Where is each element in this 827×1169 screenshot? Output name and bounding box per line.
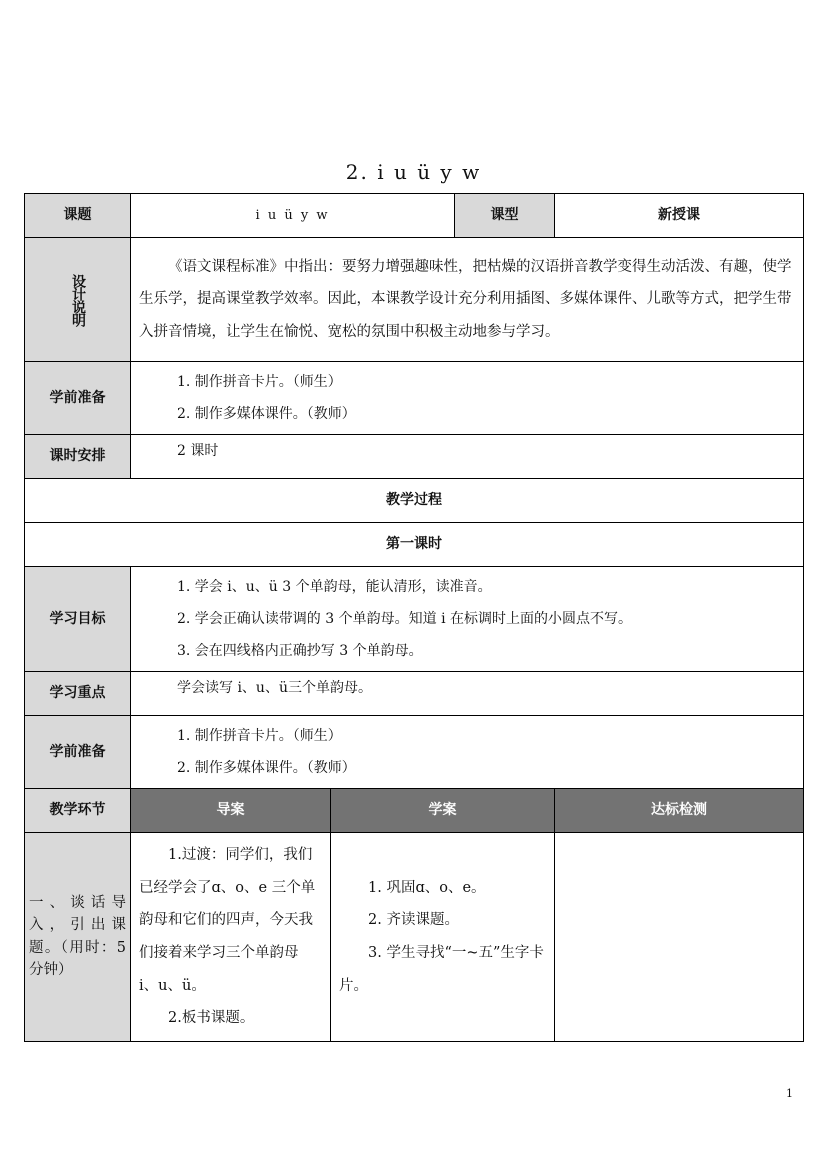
column-stage-header: 教学环节 [25, 789, 131, 833]
focus-row [25, 672, 804, 716]
type-label: 课型 [455, 194, 555, 238]
goals-cell [131, 567, 804, 672]
schedule-cell [131, 435, 804, 479]
prep1-item: 2. 制作多媒体课件。（教师） [177, 406, 356, 422]
topic-value: i u ü y w [131, 194, 455, 238]
study-paragraph: 2. 齐读课题。 [368, 912, 459, 929]
prep2-label: 学前准备 [25, 716, 131, 789]
prep1-row [25, 362, 804, 435]
column-study-header: 学案 [331, 789, 555, 833]
prep2-item: 2. 制作多媒体课件。（教师） [177, 760, 356, 776]
stage-cell [25, 833, 131, 1042]
design-text: 《语文课程标准》中指出：要努力增强趣味性，把枯燥的汉语拼音教学变得生动活泼、有趣，使学生乐学，提高课堂教学效率。因此，本课教学设计充分利用插图、多媒体课件、儿歌等方式，把学生带入拼音情境，让学生在愉悦、宽松的氛围中积极主动地参与学习。 [139, 258, 792, 340]
focus-value: 学会读写 i、u、ü三个单韵母。 [177, 680, 372, 696]
page-number: 1 [786, 1087, 793, 1100]
column-guide-header: 导案 [131, 789, 331, 833]
schedule-value: 2 课时 [177, 443, 219, 459]
check-cell [555, 833, 804, 1042]
prep2-row [25, 716, 804, 789]
document-title: 2. i u ü y w [345, 160, 482, 184]
goal-item: 3. 会在四线格内正确抄写 3 个单韵母。 [177, 643, 423, 659]
guide-paragraph: 1.过渡：同学们，我们已经学会了ɑ、o、e 三个单韵母和它们的四声，今天我们接着来学习三个单韵母 i、u、ü。 [139, 847, 316, 994]
header-row [25, 194, 804, 238]
prep2-cell [131, 716, 804, 789]
focus-label: 学习重点 [25, 672, 131, 716]
type-value: 新授课 [555, 194, 804, 238]
lesson-title: 第一课时 [25, 523, 804, 567]
prep2-item: 1. 制作拼音卡片。（师生） [177, 728, 342, 744]
column-check-header: 达标检测 [555, 789, 804, 833]
goals-label: 学习目标 [25, 567, 131, 672]
prep1-item: 1. 制作拼音卡片。（师生） [177, 374, 342, 390]
prep1-label: 学前准备 [25, 362, 131, 435]
schedule-row [25, 435, 804, 479]
study-paragraph: 3. 学生寻找“一~五”生字卡片。 [339, 944, 544, 994]
lesson-plan-table [24, 193, 804, 1042]
topic-label: 课题 [25, 194, 131, 238]
guide-cell [131, 833, 331, 1042]
table-row [25, 833, 804, 1042]
focus-cell [131, 672, 804, 716]
lesson-title-row [25, 523, 804, 567]
stage-text: 一、谈话导入，引出课题。（用时：5 分钟） [29, 894, 126, 979]
column-header-row [25, 789, 804, 833]
guide-paragraph: 2.板书课题。 [168, 1010, 255, 1027]
goal-item: 2. 学会正确认读带调的 3 个单韵母。知道 i 在标调时上面的小圆点不写。 [177, 611, 632, 627]
process-title-row [25, 479, 804, 523]
study-paragraph: 1. 巩固ɑ、o、e。 [368, 879, 486, 896]
schedule-label: 课时安排 [25, 435, 131, 479]
prep1-cell [131, 362, 804, 435]
study-cell [331, 833, 555, 1042]
design-label: 设计说明 [25, 238, 131, 362]
design-cell [131, 238, 804, 362]
design-row [25, 238, 804, 362]
goal-item: 1. 学会 i、u、ü 3 个单韵母，能认清形，读准音。 [177, 579, 492, 595]
process-title: 教学过程 [25, 479, 804, 523]
goals-row [25, 567, 804, 672]
